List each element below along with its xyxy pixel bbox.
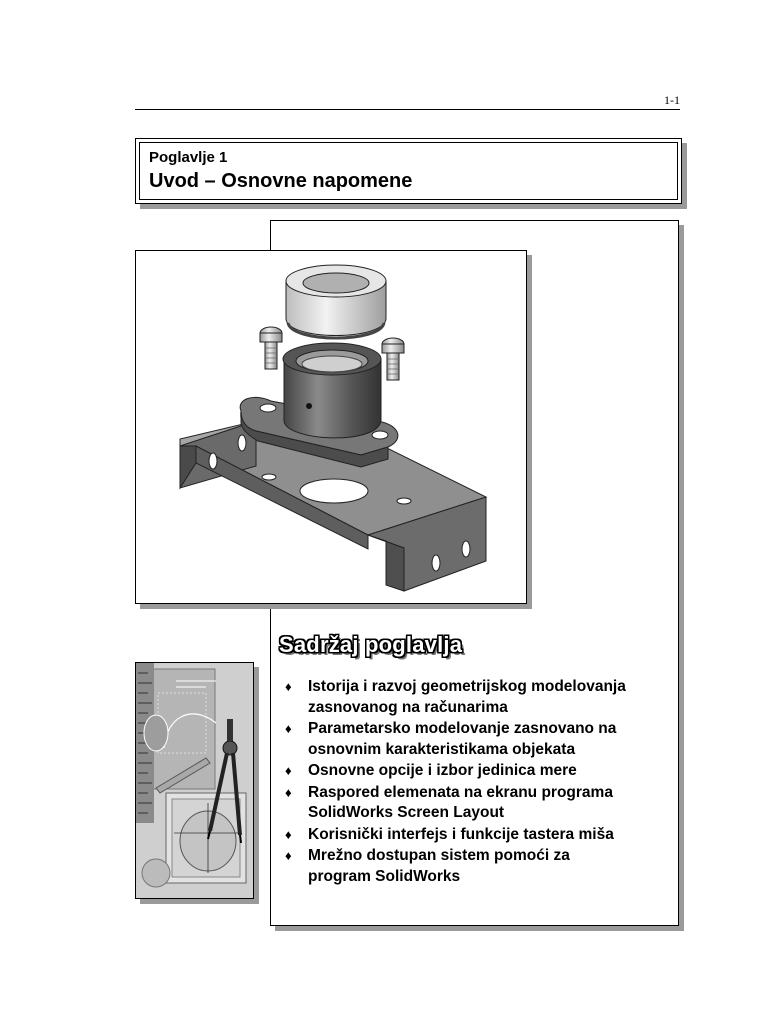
chapter-box-inner-frame: [139, 142, 678, 200]
list-item-line: osnovnim karakteristikama objekata: [308, 740, 576, 758]
base-bolt-hole: [260, 404, 276, 412]
page-number: 1-1: [664, 93, 680, 107]
chapter-box: [135, 138, 682, 204]
bullet-icon: ♦: [285, 784, 292, 800]
flange-hole: [432, 555, 440, 571]
list-item-line: Raspored elemenata na ekranu programa: [308, 783, 613, 801]
side-figure: [135, 662, 254, 899]
header-rule: [135, 109, 680, 110]
bolt-head-left-side: [260, 333, 282, 342]
bolt-head-right-side: [382, 344, 404, 353]
plate-small-hole: [262, 474, 276, 480]
list-item-line: SolidWorks Screen Layout: [308, 804, 505, 821]
list-item-line: program SolidWorks: [308, 867, 461, 885]
base-bolt-hole: [372, 431, 388, 439]
drafting-compass-illustration: [136, 663, 253, 898]
bolt-shank-right: [387, 353, 399, 380]
list-item: [284, 677, 676, 718]
cylinder-bore-inner: [302, 356, 362, 372]
list-item-line: Osnovne opcije i izbor jedinica mere: [308, 762, 577, 779]
flange-hole: [209, 453, 217, 469]
list-item: [284, 846, 676, 887]
section-heading: Sadržaj poglavlja: [279, 632, 463, 657]
list-item-line: Istorija i razvoj geometrijskog modelovanja: [308, 678, 626, 695]
list-item-line: Mrežno dostupan sistem pomoći za: [308, 847, 570, 864]
list-item-line: zasnovanog na računarima: [308, 698, 508, 716]
list-item: [284, 783, 676, 824]
plate-center-hole: [300, 479, 368, 503]
bushing-bore: [303, 273, 369, 293]
list-item-line: Parametarsko modelovanje zasnovano na: [308, 720, 617, 737]
bolt-shank-left: [265, 342, 277, 369]
bullet-icon: ♦: [285, 763, 292, 778]
exploded-assembly-illustration: [136, 251, 526, 603]
list-item-line: Korisnički interfejs i funkcije tastera miša: [308, 825, 614, 843]
chapter-label: Poglavlje 1: [149, 149, 228, 166]
bullet-icon: ♦: [285, 826, 292, 842]
list-item: [284, 761, 676, 782]
bullet-icon: ♦: [285, 679, 292, 694]
bullet-icon: ♦: [285, 721, 292, 736]
chapter-title: Uvod – Osnovne napomene: [149, 170, 413, 192]
bullet-icon: ♦: [285, 848, 292, 863]
list-item: [284, 719, 676, 760]
cylinder-side-hole: [306, 403, 312, 409]
main-figure: [135, 250, 527, 604]
flange-hole: [238, 435, 246, 451]
chapter-contents-list: [284, 677, 676, 888]
plate-small-hole: [397, 498, 411, 504]
list-item: [284, 825, 676, 846]
flange-hole: [462, 541, 470, 557]
